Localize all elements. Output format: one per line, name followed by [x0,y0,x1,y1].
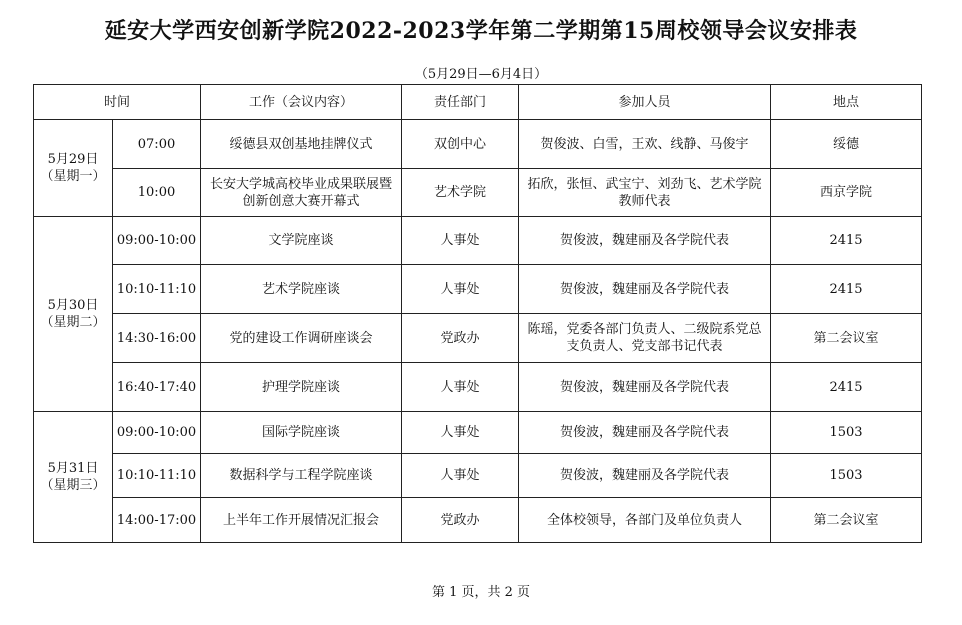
time-cell: 09:00-10:00 [113,217,201,265]
dept-cell: 人事处 [402,217,519,265]
day-weekday: （星期二） [40,315,106,330]
day-weekday: （星期一） [40,169,106,184]
page-footer: 第 1 页，共 2 页 [431,585,531,600]
time-cell: 07:00 [113,120,201,169]
place-cell: 绥德 [771,120,922,169]
day-cell [34,120,113,217]
people-cell: 贺俊波，魏建丽及各学院代表 [519,217,771,265]
place-cell: 1503 [771,412,922,454]
place-cell: 第二会议室 [771,498,922,543]
work-cell: 绥德县双创基地挂牌仪式 [201,120,402,169]
dept-cell: 党政办 [402,314,519,363]
work-cell: 党的建设工作调研座谈会 [201,314,402,363]
table-row [34,363,922,412]
header-place: 地点 [771,85,922,120]
dept-cell: 人事处 [402,454,519,498]
table-row [34,314,922,363]
people-cell: 贺俊波，魏建丽及各学院代表 [519,363,771,412]
day-cell [34,412,113,543]
table-row [34,454,922,498]
day-cell [34,217,113,412]
place-cell: 2415 [771,265,922,314]
dept-cell: 人事处 [402,412,519,454]
header-time: 时间 [34,85,201,120]
table-row [34,412,922,454]
people-cell: 全体校领导，各部门及单位负责人 [519,498,771,543]
schedule-table [33,84,922,543]
work-cell: 艺术学院座谈 [201,265,402,314]
place-cell: 西京学院 [771,169,922,217]
work-cell: 数据科学与工程学院座谈 [201,454,402,498]
work-cell: 上半年工作开展情况汇报会 [201,498,402,543]
time-cell: 10:00 [113,169,201,217]
place-cell: 2415 [771,217,922,265]
people-cell: 贺俊波，魏建丽及各学院代表 [519,265,771,314]
time-cell: 16:40-17:40 [113,363,201,412]
page-title: 延安大学西安创新学院2022-2023学年第二学期第15周校领导会议安排表 [104,18,858,44]
dept-cell: 艺术学院 [402,169,519,217]
dept-cell: 人事处 [402,363,519,412]
day-date: 5月30日 [47,298,99,313]
date-range: （5月29日—6月4日） [414,67,548,82]
day-date: 5月31日 [47,461,99,476]
time-cell: 10:10-11:10 [113,265,201,314]
table-row [34,265,922,314]
place-cell: 2415 [771,363,922,412]
people-cell: 贺俊波、白雪，王欢、线静、马俊宇 [519,120,771,169]
work-cell: 护理学院座谈 [201,363,402,412]
time-cell: 14:30-16:00 [113,314,201,363]
dept-cell: 双创中心 [402,120,519,169]
time-cell: 14:00-17:00 [113,498,201,543]
table-row [34,217,922,265]
place-cell: 第二会议室 [771,314,922,363]
people-cell: 贺俊波，魏建丽及各学院代表 [519,454,771,498]
table-row [34,169,922,217]
people-cell: 贺俊波，魏建丽及各学院代表 [519,412,771,454]
table-row [34,120,922,169]
time-cell: 09:00-10:00 [113,412,201,454]
dept-cell: 人事处 [402,265,519,314]
work-cell: 长安大学城高校毕业成果联展暨创新创意大赛开幕式 [201,169,402,217]
table-row [34,498,922,543]
header-work: 工作（会议内容） [201,85,402,120]
header-people: 参加人员 [519,85,771,120]
people-cell: 拓欣，张恒、武宝宁、刘劲飞、艺术学院教师代表 [519,169,771,217]
place-cell: 1503 [771,454,922,498]
header-dept: 责任部门 [402,85,519,120]
people-cell: 陈瑶，党委各部门负责人、二级院系党总支负责人、党支部书记代表 [519,314,771,363]
day-date: 5月29日 [47,152,99,167]
work-cell: 国际学院座谈 [201,412,402,454]
dept-cell: 党政办 [402,498,519,543]
day-weekday: （星期三） [40,478,106,493]
work-cell: 文学院座谈 [201,217,402,265]
time-cell: 10:10-11:10 [113,454,201,498]
header-row [34,85,922,120]
